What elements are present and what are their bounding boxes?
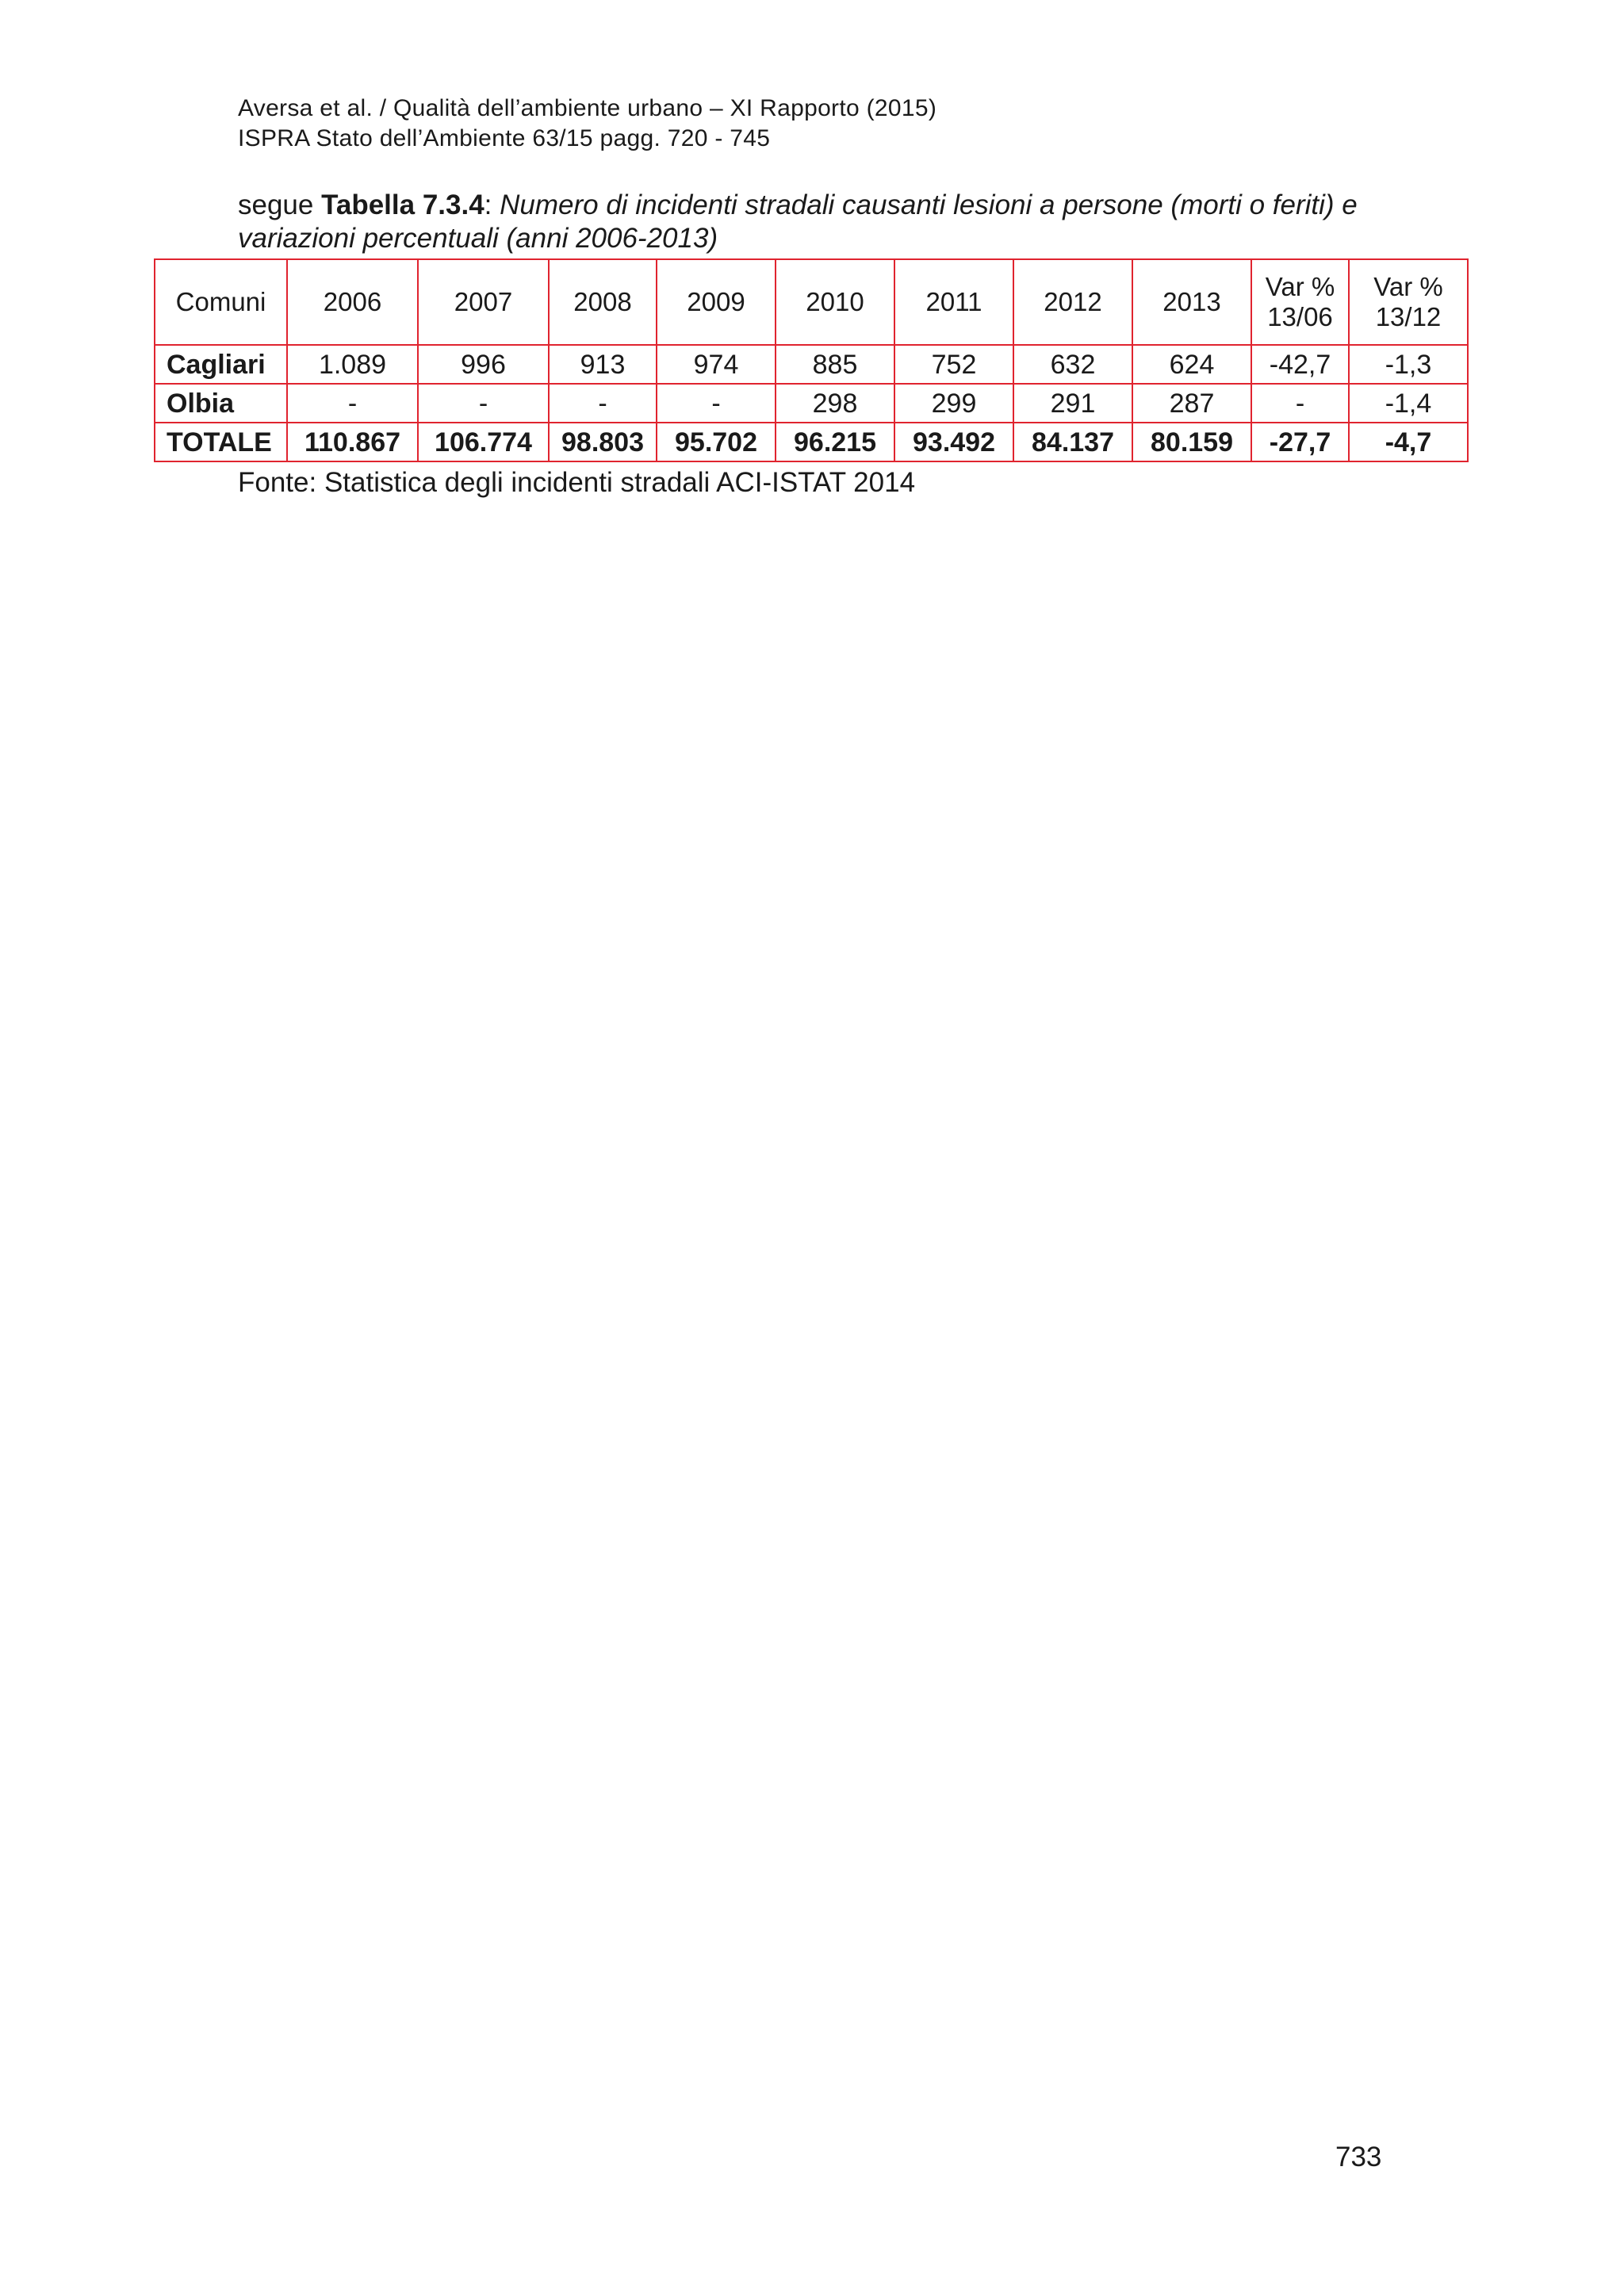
table-cell: 624 xyxy=(1132,345,1251,384)
table-cell: 95.702 xyxy=(657,423,776,461)
table-cell: 98.803 xyxy=(549,423,657,461)
column-header: 2012 xyxy=(1013,259,1132,345)
table-cell: - xyxy=(1251,384,1349,423)
page-number: 733 xyxy=(1335,2142,1382,2172)
table-row xyxy=(155,384,1468,423)
table-cell: 974 xyxy=(657,345,776,384)
row-label: TOTALE xyxy=(155,423,287,461)
table-cell: 885 xyxy=(776,345,894,384)
table-cell: - xyxy=(418,384,549,423)
table-row xyxy=(155,345,1468,384)
column-header: 2007 xyxy=(418,259,549,345)
table-cell: -27,7 xyxy=(1251,423,1349,461)
caption-prefix: segue xyxy=(238,189,322,220)
column-header: Comuni xyxy=(155,259,287,345)
column-header: 2009 xyxy=(657,259,776,345)
table-cell: - xyxy=(657,384,776,423)
table-cell: - xyxy=(287,384,418,423)
caption-label: Tabella 7.3.4 xyxy=(321,189,485,220)
caption-title: Numero di incidenti stradali causanti lesioni a persone (morti o feriti) e variazioni percentuali (anni 2006-2013) xyxy=(238,189,1358,254)
table-cell: -4,7 xyxy=(1349,423,1468,461)
table-total-row xyxy=(155,423,1468,461)
table-cell: 752 xyxy=(894,345,1013,384)
column-header: 2013 xyxy=(1132,259,1251,345)
column-header: 2010 xyxy=(776,259,894,345)
column-header: 2011 xyxy=(894,259,1013,345)
table-cell: 84.137 xyxy=(1013,423,1132,461)
table-cell: 299 xyxy=(894,384,1013,423)
row-label: Olbia xyxy=(155,384,287,423)
caption-separator: : xyxy=(484,189,500,220)
column-header: Var % 13/06 xyxy=(1251,259,1349,345)
table-cell: -1,4 xyxy=(1349,384,1468,423)
row-label: Cagliari xyxy=(155,345,287,384)
accidents-table xyxy=(154,258,1469,462)
table-cell: 93.492 xyxy=(894,423,1013,461)
table-cell: 110.867 xyxy=(287,423,418,461)
table-cell: 287 xyxy=(1132,384,1251,423)
table-cell: 1.089 xyxy=(287,345,418,384)
table-caption xyxy=(238,189,1475,255)
table-cell: 106.774 xyxy=(418,423,549,461)
table-cell: -1,3 xyxy=(1349,345,1468,384)
table-cell: 913 xyxy=(549,345,657,384)
table-cell: 996 xyxy=(418,345,549,384)
column-header: Var % 13/12 xyxy=(1349,259,1468,345)
table-cell: 632 xyxy=(1013,345,1132,384)
table-cell: 298 xyxy=(776,384,894,423)
source-note: Fonte: Statistica degli incidenti stradali ACI-ISTAT 2014 xyxy=(238,467,916,498)
table-cell: - xyxy=(549,384,657,423)
table-cell: 291 xyxy=(1013,384,1132,423)
column-header: 2006 xyxy=(287,259,418,345)
header-publication: ISPRA Stato dell’Ambiente 63/15 pagg. 720 - 745 xyxy=(238,125,771,151)
table-cell: 80.159 xyxy=(1132,423,1251,461)
running-header xyxy=(238,94,936,154)
column-header: 2008 xyxy=(549,259,657,345)
header-citation: Aversa et al. / Qualità dell’ambiente urbano – XI Rapporto (2015) xyxy=(238,95,937,121)
table-header-row xyxy=(155,259,1468,345)
table-cell: -42,7 xyxy=(1251,345,1349,384)
table-cell: 96.215 xyxy=(776,423,894,461)
